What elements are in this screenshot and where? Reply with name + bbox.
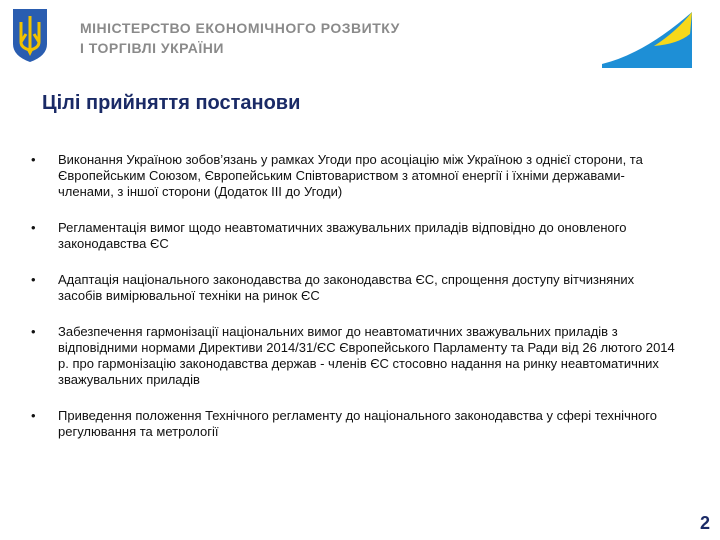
ministry-name [80, 18, 400, 58]
page-number: 2 [699, 513, 710, 533]
list-item-text: Регламентація вимог щодо неавтоматичних зважувальних приладів відповідно до оновленого законодавства ЄС [58, 220, 627, 251]
bullet-icon: • [31, 152, 36, 167]
list-item-text: Забезпечення гармонізації національних вимог до неавтоматичних зважувальних приладів з відповідними нормами Директиви 2014/31/ЄС Європейського Парламенту та Ради від 26 лютого 2014 р. про гармонізацію законодавства держав - членів ЄС стосовно надання на ринку неавтоматичних зважувальних приладів [58, 324, 675, 387]
bullet-icon: • [31, 272, 36, 287]
list-item [26, 272, 676, 304]
list-item [26, 152, 676, 200]
list-item-text: Адаптація національного законодавства до законодавства ЄС, спрощення доступу вітчизняних засобів вимірювальної техніки на ринок ЄС [58, 272, 635, 303]
ministry-logo-icon [594, 4, 698, 70]
list-item-text: Приведення положення Технічного регламенту до національного законодавства у сфері технічного регулювання та метрології [58, 408, 657, 439]
coat-of-arms-icon [10, 6, 50, 64]
bullet-icon: • [31, 324, 36, 339]
goals-list [26, 152, 676, 460]
bullet-icon: • [31, 220, 36, 235]
ministry-name-line1: МІНІСТЕРСТВО ЕКОНОМІЧНОГО РОЗВИТКУ [80, 20, 400, 36]
list-item-text: Виконання Україною зобов’язань у рамках Угоди про асоціацію між Україною з однієї сторони, та Європейським Союзом, Європейським Співтовариством з атомної енергії і їхніми державами-членами, з іншої сторони (Додаток III до Угоди) [58, 152, 643, 199]
bullet-icon: • [31, 408, 36, 423]
page-title: Цілі прийняття постанови [42, 92, 301, 114]
list-item [26, 220, 676, 252]
header [0, 0, 720, 72]
ministry-name-line2: І ТОРГІВЛІ УКРАЇНИ [80, 40, 224, 56]
list-item [26, 408, 676, 440]
list-item [26, 324, 676, 388]
